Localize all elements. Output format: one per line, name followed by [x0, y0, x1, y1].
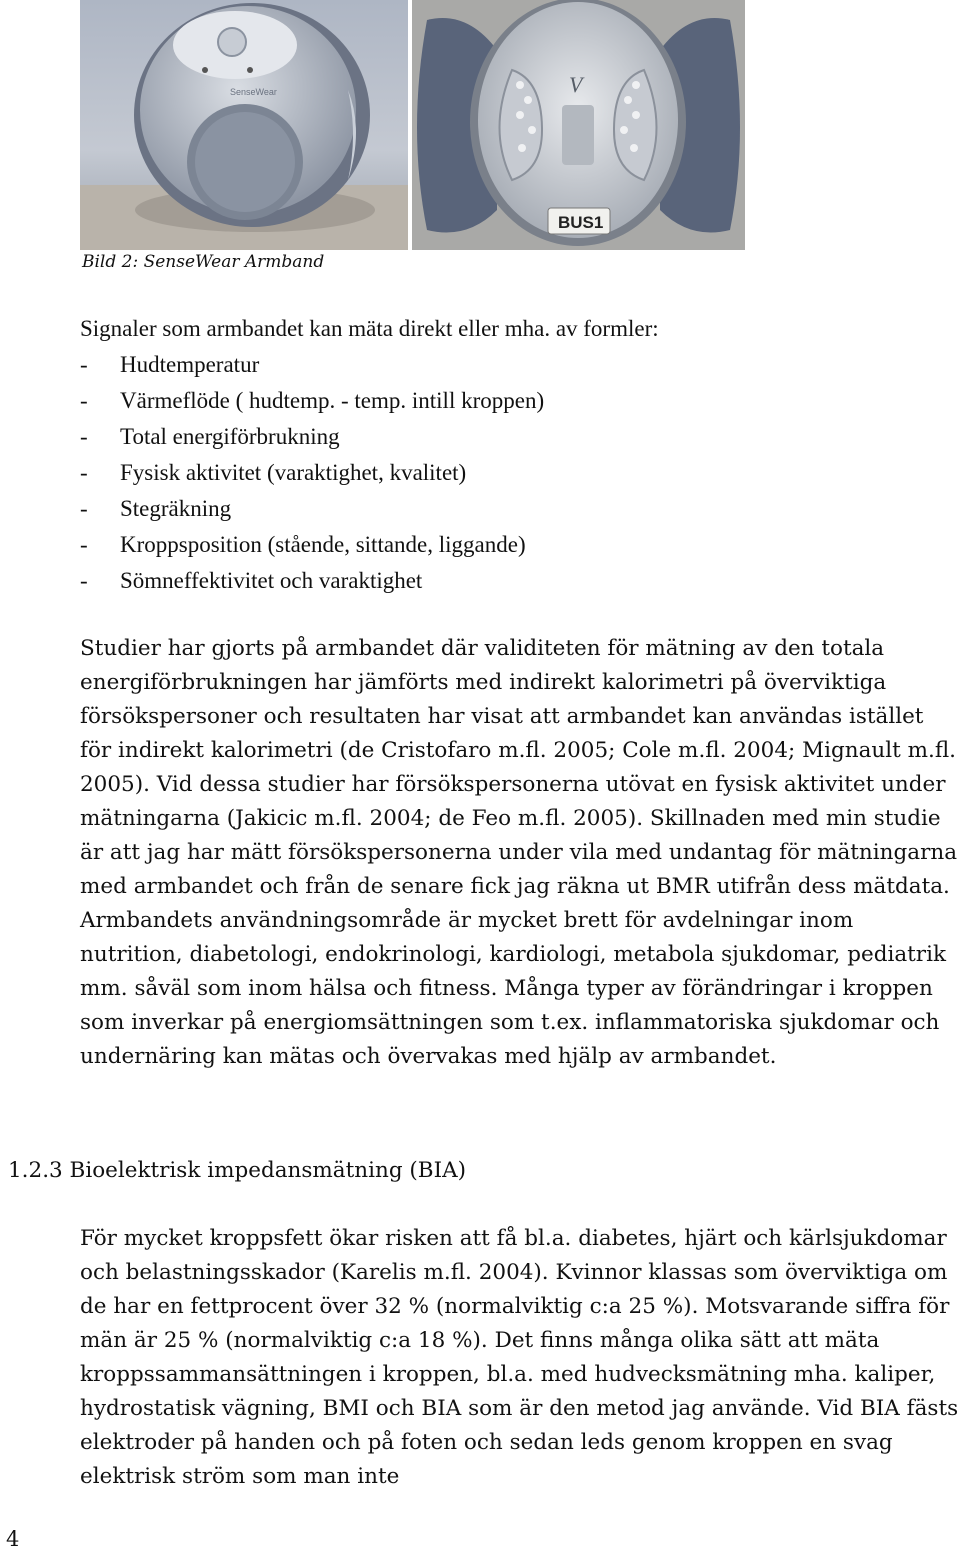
signals-list	[80, 311, 940, 599]
list-dash: -	[80, 460, 88, 485]
list-dash: -	[80, 568, 88, 593]
device-brand-text: SenseWear	[230, 87, 277, 97]
logo-mark: V	[569, 72, 583, 97]
list-item	[80, 383, 940, 419]
list-item-text: Hudtemperatur	[120, 352, 260, 377]
list-dash: -	[80, 424, 88, 449]
figure-caption: Bild 2: SenseWear Armband	[82, 252, 325, 272]
section-heading: 1.2.3 Bioelektrisk impedansmätning (BIA)	[8, 1158, 467, 1183]
list-item-text: Sömneffektivitet och varaktighet	[120, 568, 423, 593]
list-item	[80, 347, 940, 383]
figure-photos	[80, 0, 745, 250]
list-dash: -	[80, 388, 88, 413]
list-item	[80, 527, 940, 563]
list-item	[80, 419, 940, 455]
list-item-text: Total energiförbrukning	[120, 424, 340, 449]
list-dash: -	[80, 352, 88, 377]
device-id-label: BUS1	[558, 213, 604, 232]
list-item-text: Kroppsposition (stående, sittande, liggande)	[120, 532, 526, 557]
list-dash: -	[80, 532, 88, 557]
body-paragraph-studies: Studier har gjorts på armbandet där validiteten för mätning av den totala energiförbrukningen har jämförts med indirekt kalorimetri på överviktiga försökspersoner och resultaten har visat att armbandet kan användas istället för indirekt kalorimetri (de Cristofaro m.fl. 2005; Cole m.fl. 2004; Mignault m.fl. 2005). Vid dessa studier har försökspersonerna utövat en fysisk aktivitet under mätningarna (Jakicic m.fl. 2004; de Feo m.fl. 2005). Skillnaden med min studie är att jag har mätt försökspersonerna under vila med undantag för mätningarna med armbandet och från de senare fick jag räkna ut BMR utifrån dess mätdata. Armbandets användningsområde är mycket brett för avdelningar inom nutrition, diabetologi, endokrinologi, kardiologi, metabola sjukdomar, pediatrik mm. såväl som inom hälsa och fitness. Många typer av förändringar i kroppen som inverkar på energiomsättningen som t.ex. inflammatoriska sjukdomar och undernäring kan mätas och övervakas med hjälp av armbandet.	[80, 636, 958, 1069]
armband-underside-image	[412, 0, 745, 250]
list-dash: -	[80, 496, 88, 521]
list-item-text: Stegräkning	[120, 496, 232, 521]
armband-photo-underside	[412, 0, 745, 250]
signals-intro: Signaler som armbandet kan mäta direkt eller mha. av formler:	[80, 316, 659, 341]
list-item	[80, 563, 940, 599]
list-item	[80, 455, 940, 491]
armband-photo-side	[80, 0, 408, 250]
list-item-text: Värmeflöde ( hudtemp. - temp. intill kroppen)	[120, 388, 545, 413]
list-item-text: Fysisk aktivitet (varaktighet, kvalitet)	[120, 460, 467, 485]
body-paragraph-bia: För mycket kroppsfett ökar risken att få bl.a. diabetes, hjärt och kärlsjukdomar och belastningsskador (Karelis m.fl. 2004). Kvinnor klassas som överviktiga om de har en fettprocent över 32 % (normalviktig c:a 25 %). Motsvarande siffra för män är 25 % (normalviktig c:a 18 %). Det finns många olika sätt att mäta kroppssammansättningen i kroppen, bl.a. med hudvecksmätning mha. kaliper, hydrostatisk vägning, BMI och BIA som är den metod jag använde. Vid BIA fästs elektroder på handen och på foten och sedan leds genom kroppen en svag elektrisk ström som man inte	[80, 1226, 959, 1489]
armband-side-image	[80, 0, 408, 250]
list-item	[80, 491, 940, 527]
page-number: 4	[6, 1527, 20, 1551]
